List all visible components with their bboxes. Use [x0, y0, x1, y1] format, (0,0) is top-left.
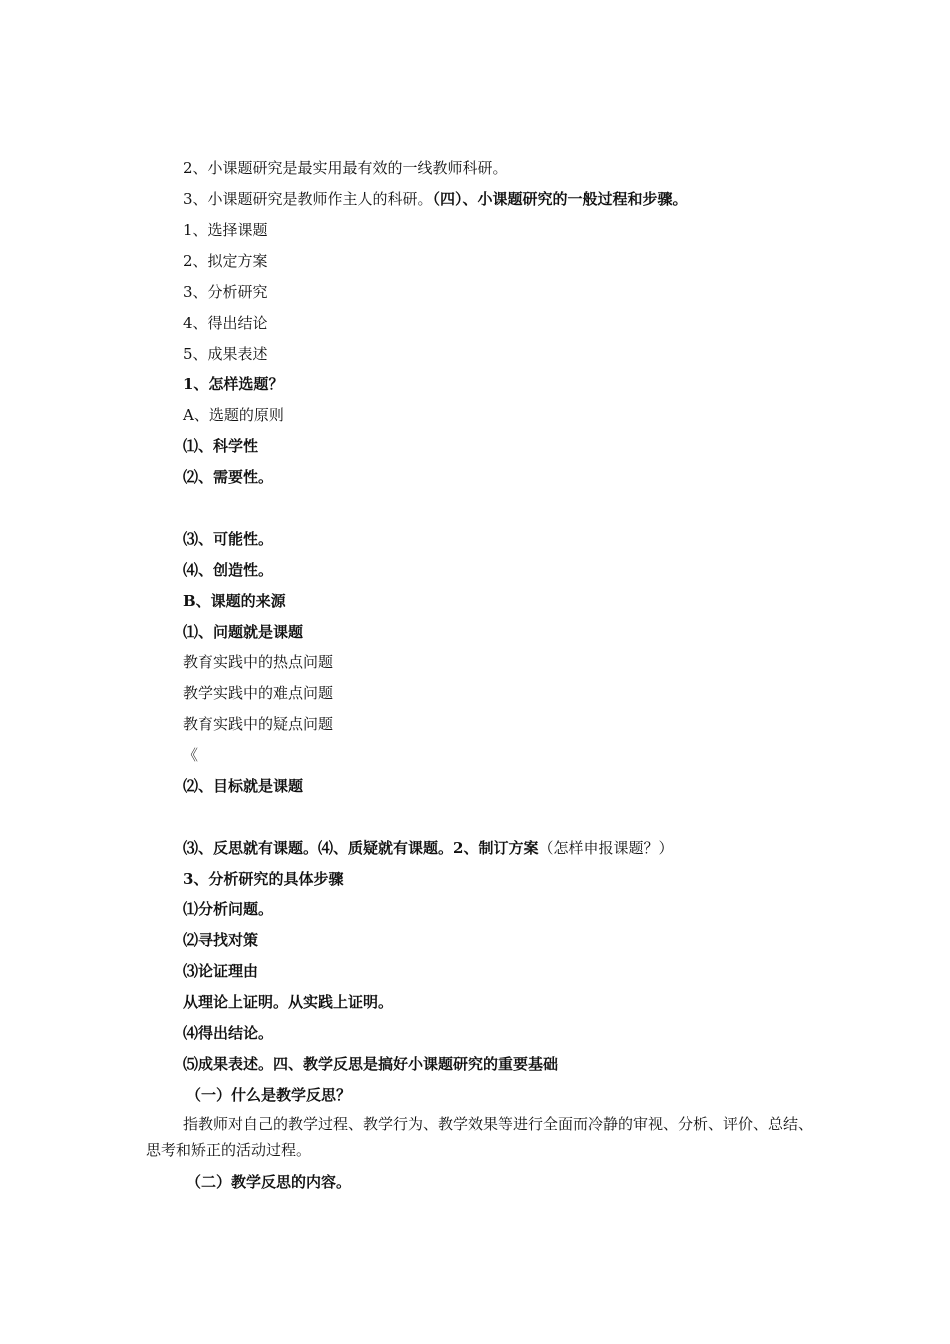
text-run: （怎样申报课题？）: [538, 839, 674, 857]
text-line: [183, 838, 673, 858]
text-line: 3、分析研究: [183, 283, 268, 301]
text-line: 教学实践中的难点问题: [183, 684, 334, 702]
text-line: A、选题的原则: [183, 406, 284, 424]
section-heading: （四）、小课题研究的一般过程和步骤。: [432, 190, 688, 208]
heading-line: ⑷、创造性。: [183, 561, 274, 579]
heading-line: ⑴、问题就是课题: [183, 623, 304, 641]
text-line: 《: [183, 746, 199, 764]
body-paragraph: 指教师对自己的教学过程、教学行为、教学效果等进行全面而冷静的审视、分析、评价、总结、思考和矫正的活动过程。: [146, 1115, 814, 1159]
text-line: 1、选择课题: [183, 221, 268, 239]
text-line: [183, 189, 688, 209]
text-line: 4、得出结论: [183, 314, 268, 332]
heading-line: B、课题的来源: [183, 592, 286, 610]
text-run: ⑶、反思就有课题。⑷、质疑就有课题。2、制订方案: [183, 839, 539, 857]
text-line: 2、小课题研究是最实用最有效的一线教师科研。: [183, 159, 508, 177]
heading-line: ⑵寻找对策: [183, 931, 259, 949]
text-line: 教育实践中的热点问题: [183, 653, 334, 671]
text-run: 3、小课题研究是教师作主人的科研。: [183, 190, 433, 208]
subsection-heading: （一）什么是教学反思？: [186, 1086, 352, 1104]
heading-line: 3、分析研究的具体步骤: [183, 870, 344, 888]
text-line: 5、成果表述: [183, 345, 268, 363]
heading-line: ⑵、目标就是课题: [183, 777, 304, 795]
heading-line: ⑵、需要性。: [183, 468, 274, 486]
heading-line: ⑴分析问题。: [183, 900, 274, 918]
heading-line: ⑶、可能性。: [183, 530, 274, 548]
heading-line: ⑶论证理由: [183, 962, 259, 980]
heading-line: 从理论上证明。从实践上证明。: [183, 993, 394, 1011]
text-line: 2、拟定方案: [183, 252, 268, 270]
heading-line: ⑸成果表述。四、教学反思是搞好小课题研究的重要基础: [183, 1055, 559, 1073]
subsection-heading: （二）教学反思的内容。: [186, 1173, 352, 1191]
heading-line: ⑴、科学性: [183, 437, 259, 455]
heading-line: ⑷得出结论。: [183, 1024, 274, 1042]
heading-line: 1、怎样选题？: [183, 375, 284, 393]
text-line: 教育实践中的疑点问题: [183, 715, 334, 733]
